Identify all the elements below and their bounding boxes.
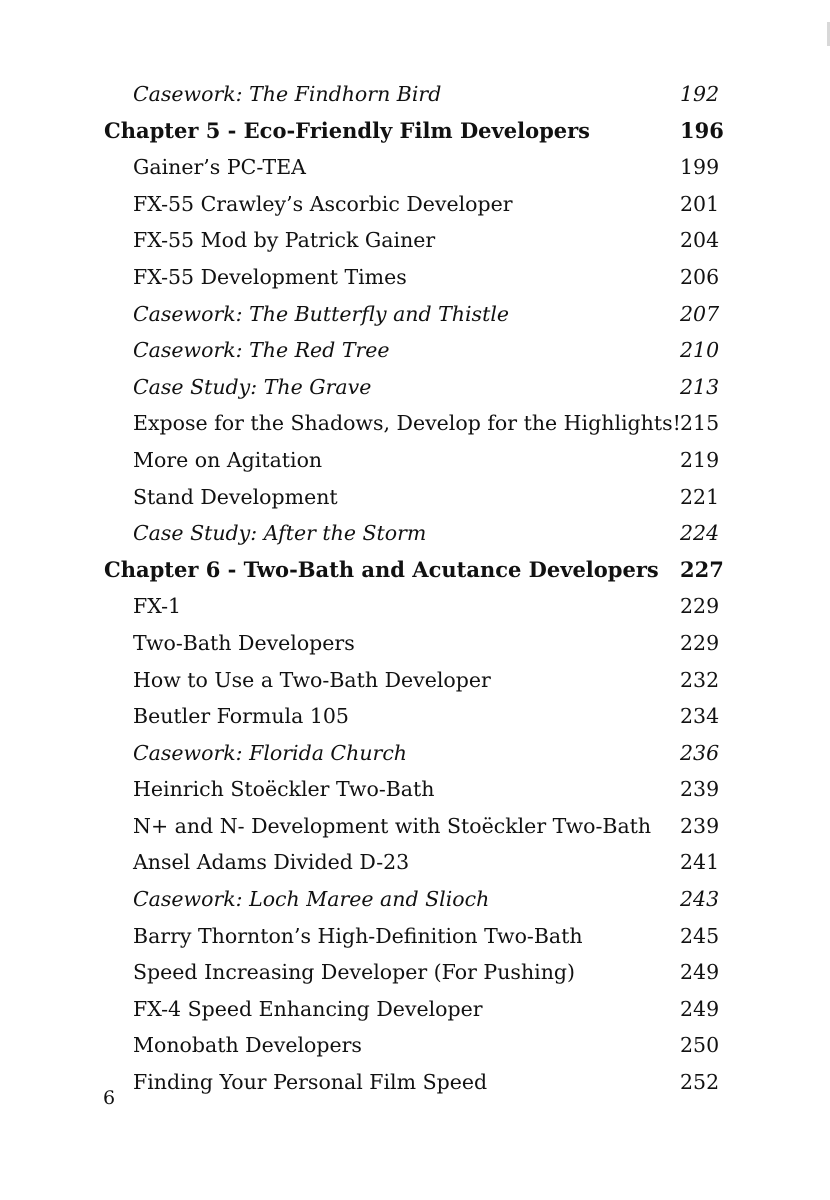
- toc-entry-title: FX-1: [133, 594, 182, 619]
- toc-entry-page: 229: [680, 630, 720, 655]
- toc-entry-title: FX-55 Crawley’s Ascorbic Developer: [133, 191, 513, 216]
- toc-entry-title: Two-Bath Developers: [133, 630, 355, 655]
- toc-entry: [0, 808, 830, 845]
- toc-entry-title: Speed Increasing Developer (For Pushing): [133, 960, 576, 985]
- toc-entry: [0, 332, 830, 369]
- toc-entry-page: 199: [680, 155, 720, 180]
- toc-entry-title: Monobath Developers: [133, 1033, 362, 1058]
- toc-entry-page: 241: [680, 850, 720, 875]
- toc-entry-page: 249: [680, 996, 720, 1021]
- toc-entry-page: 239: [680, 777, 720, 802]
- toc-entry-title: FX-55 Mod by Patrick Gainer: [133, 228, 436, 253]
- toc-entry-title: More on Agitation: [133, 447, 323, 472]
- toc-entry-page: 249: [680, 960, 720, 985]
- toc-entry-title: N+ and N- Development with Stoëckler Two-Bath: [133, 813, 652, 838]
- toc-entry-page: 215: [680, 411, 720, 436]
- toc-entry-page: 221: [680, 484, 720, 509]
- toc-entry-title: Stand Development: [133, 484, 338, 509]
- toc-entry: [0, 844, 830, 881]
- toc-entry: [0, 296, 830, 333]
- toc-entry-title: Chapter 5 - Eco-Friendly Film Developers: [104, 117, 591, 143]
- toc-entry-page: 201: [680, 191, 720, 216]
- toc-chapter-heading: [0, 113, 830, 150]
- toc-entry-page: 250: [680, 1033, 720, 1058]
- toc-entry: [0, 1027, 830, 1064]
- toc-entry: [0, 918, 830, 955]
- toc-entry-title: Heinrich Stoëckler Two-Bath: [133, 777, 435, 802]
- toc-entry: [0, 662, 830, 699]
- toc-entry-title: Barry Thornton’s High-Definition Two-Bath: [133, 923, 583, 948]
- toc-entry: [0, 515, 830, 552]
- toc-entry-page: 236: [680, 740, 720, 765]
- toc-entry-page: 239: [680, 813, 720, 838]
- toc-entry: [0, 881, 830, 918]
- toc-entry-title: Chapter 6 - Two-Bath and Acutance Developers: [104, 556, 659, 582]
- toc-entry-title: Casework: Florida Church: [133, 740, 408, 765]
- toc-entry-title: Ansel Adams Divided D-23: [133, 850, 410, 875]
- toc-entry-title: Case Study: The Grave: [133, 374, 372, 399]
- toc-entry: [0, 698, 830, 735]
- toc-entry: [0, 76, 830, 113]
- toc-entry-page: 196: [680, 117, 724, 143]
- toc-entry-title: Casework: The Findhorn Bird: [133, 82, 442, 106]
- toc-entry-page: 207: [680, 301, 720, 326]
- toc-entry: [0, 625, 830, 662]
- page-number: 6: [103, 1087, 116, 1109]
- table-of-contents: [0, 76, 830, 1101]
- toc-entry: [0, 479, 830, 516]
- toc-entry-page: 243: [680, 887, 720, 912]
- toc-entry: [0, 442, 830, 479]
- toc-entry-title: FX-55 Development Times: [133, 264, 407, 289]
- toc-entry: [0, 954, 830, 991]
- toc-entry-page: 232: [680, 667, 720, 692]
- toc-entry: [0, 588, 830, 625]
- toc-entry-title: FX-4 Speed Enhancing Developer: [133, 996, 483, 1021]
- toc-entry-title: How to Use a Two-Bath Developer: [133, 667, 491, 692]
- toc-entry: [0, 222, 830, 259]
- toc-entry-page: 210: [680, 338, 720, 363]
- toc-entry-page: 213: [680, 374, 720, 399]
- toc-entry-page: 219: [680, 447, 720, 472]
- toc-entry: [0, 369, 830, 406]
- toc-entry-title: Casework: The Butterfly and Thistle: [133, 301, 510, 326]
- toc-entry-title: Casework: The Red Tree: [133, 338, 390, 363]
- toc-chapter-heading: [0, 552, 830, 589]
- toc-entry: [0, 991, 830, 1028]
- toc-entry: [0, 735, 830, 772]
- toc-entry: [0, 1064, 830, 1101]
- toc-entry-title: Gainer’s PC-TEA: [133, 155, 306, 180]
- toc-entry: [0, 405, 830, 442]
- toc-entry-page: 204: [680, 228, 720, 253]
- toc-entry-title: Casework: Loch Maree and Slioch: [133, 887, 490, 912]
- toc-entry: [0, 259, 830, 296]
- toc-entry: [0, 186, 830, 223]
- toc-entry-page: 227: [680, 556, 724, 582]
- toc-entry: [0, 149, 830, 186]
- toc-entry-page: 206: [680, 264, 720, 289]
- toc-entry-title: Case Study: After the Storm: [133, 521, 427, 546]
- toc-entry: [0, 771, 830, 808]
- toc-entry-title: Beutler Formula 105: [133, 704, 349, 729]
- toc-entry-page: 234: [680, 704, 720, 729]
- toc-entry-page: 252: [680, 1070, 720, 1095]
- toc-entry-page: 224: [680, 521, 720, 546]
- toc-entry-title: Expose for the Shadows, Develop for the Highlights!: [133, 411, 681, 436]
- toc-entry-page: 192: [680, 82, 720, 106]
- toc-entry-page: 245: [680, 923, 720, 948]
- toc-entry-title: Finding Your Personal Film Speed: [133, 1070, 488, 1095]
- toc-entry-page: 229: [680, 594, 720, 619]
